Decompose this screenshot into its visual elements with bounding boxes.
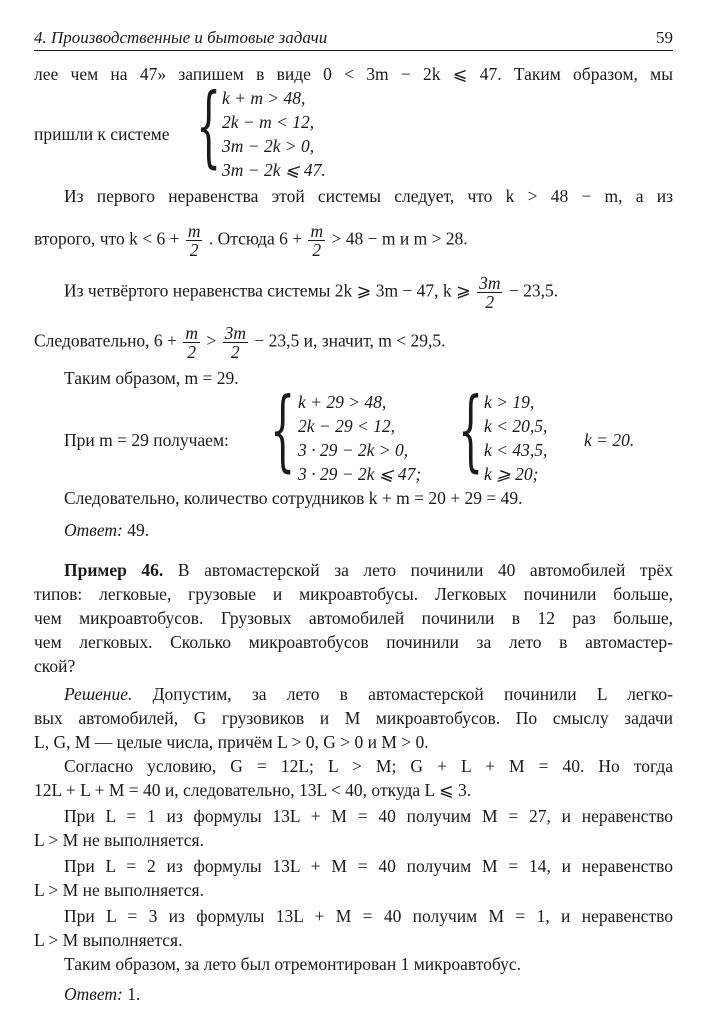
left-brace: { [196, 74, 222, 177]
fraction: $\frac{m}{2}$ [310, 221, 324, 260]
system-row: k > 19, [484, 392, 535, 412]
text-line: При L = 2 из формулы 13L + M = 40 получим M = 14, и неравенство [64, 856, 673, 876]
solution-label: Решение. [64, 684, 133, 704]
fraction: $\frac{m}{2}$ [185, 323, 198, 362]
chapter-title: 4. Производственные и бытовые задачи [34, 28, 328, 47]
running-header [34, 22, 673, 51]
text-line: вых автомобилей, G грузовиков и M микроавтобусов. По смыслу задачи [34, 708, 673, 728]
text-line: чем легковых. Сколько микроавтобусов починили за лето в автомастер- [34, 632, 673, 652]
system-row: 3 · 29 − 2k > 0, [298, 440, 409, 460]
page-number: 59 [656, 28, 673, 47]
text-line: L > M не выполняется. [34, 830, 204, 850]
solution-heading-line: Решение. Допустим, за лето в автомастерской починили L легко- [64, 684, 673, 704]
text-line: чем микроавтобусов. Грузовых автомобилей починили в 12 раз больше, [34, 608, 673, 628]
system-lead: При m = 29 получаем: [64, 430, 229, 450]
text-line-with-fractions: второго, что k < 6 + $\frac{m}{2}$ . Отсюда 6 + $\frac{m}{2}$ > 48 − m и m > 28. [34, 221, 468, 260]
left-brace: { [458, 378, 484, 481]
inequality-system-2 [298, 390, 421, 486]
text-line-with-fractions: Из четвёртого неравенства системы 2k ⩾ 3m − 47, k ⩾ $\frac{3m}{2}$ − 23,5. [64, 273, 559, 312]
system-lead: пришли к системе [34, 124, 170, 144]
answer-value: 49. [127, 520, 150, 540]
text-line: Таким образом, m = 29. [64, 368, 239, 388]
answer-value: 1. [127, 984, 141, 1004]
fraction: $\frac{3m}{2}$ [224, 323, 246, 362]
system-row: 2k − m < 12, [222, 112, 315, 132]
text-line: При L = 1 из формулы 13L + M = 40 получим M = 27, и неравенство [64, 806, 673, 826]
text-line: типов: легковые, грузовые и микроавтобусы. Легковых починили больше, [34, 584, 673, 604]
inequality-system-1 [222, 86, 326, 182]
system-row: k + 29 > 48, [298, 392, 387, 412]
system-row: k < 20,5, [484, 416, 548, 436]
text-line: L, G, M — целые числа, причём L > 0, G > 0 и M > 0. [34, 732, 429, 752]
text-line: ской? [34, 656, 76, 676]
system-row: 3m − 2k > 0, [222, 136, 315, 156]
text-line: Таким образом, за лето был отремонтирован 1 микроавтобус. [64, 954, 522, 974]
answer-1 [64, 518, 673, 542]
left-brace: { [270, 378, 296, 481]
example-label: Пример 46. [64, 560, 164, 580]
system-row: k + m > 48, [222, 88, 306, 108]
answer-label: Ответ: [64, 520, 123, 540]
text-line: L > M не выполняется. [34, 880, 204, 900]
system-row: 3m − 2k ⩽ 47. [222, 160, 326, 180]
fraction: $\frac{m}{2}$ [187, 221, 201, 260]
text-line: Согласно условию, G = 12L; L > M; G + L + M = 40. Но тогда [64, 756, 673, 776]
text-line: При L = 3 из формулы 13L + M = 40 получим M = 1, и неравенство [64, 906, 673, 926]
text-line: Следовательно, количество сотрудников k + m = 20 + 29 = 49. [64, 488, 523, 508]
answer-label: Ответ: [64, 984, 123, 1004]
system-row: k ⩾ 20; [484, 464, 539, 484]
text-line-with-fractions: Следовательно, 6 + $\frac{m}{2}$ > $\frac{3m}{2}$ − 23,5 и, значит, m < 29,5. [34, 323, 446, 362]
system-row: 2k − 29 < 12, [298, 416, 396, 436]
example-heading-line: Пример 46. В автомастерской за лето починили 40 автомобилей трёх [64, 560, 673, 580]
answer-2 [64, 982, 673, 1006]
fraction: $\frac{3m}{2}$ [479, 273, 501, 312]
text-line: лее чем на 47» запишем в виде 0 < 3m − 2k ⩽ 47. Таким образом, мы [34, 64, 673, 84]
system-row: k < 43,5, [484, 440, 548, 460]
text-line: Из первого неравенства этой системы следует, что k > 48 − m, а из [64, 186, 673, 206]
text-line: 12L + L + M = 40 и, следовательно, 13L < 40, откуда L ⩽ 3. [34, 780, 472, 800]
system-row: 3 · 29 − 2k ⩽ 47; [298, 464, 422, 484]
system-result: k = 20. [584, 430, 635, 450]
text-line: L > M выполняется. [34, 930, 183, 950]
inequality-system-3 [484, 390, 547, 486]
